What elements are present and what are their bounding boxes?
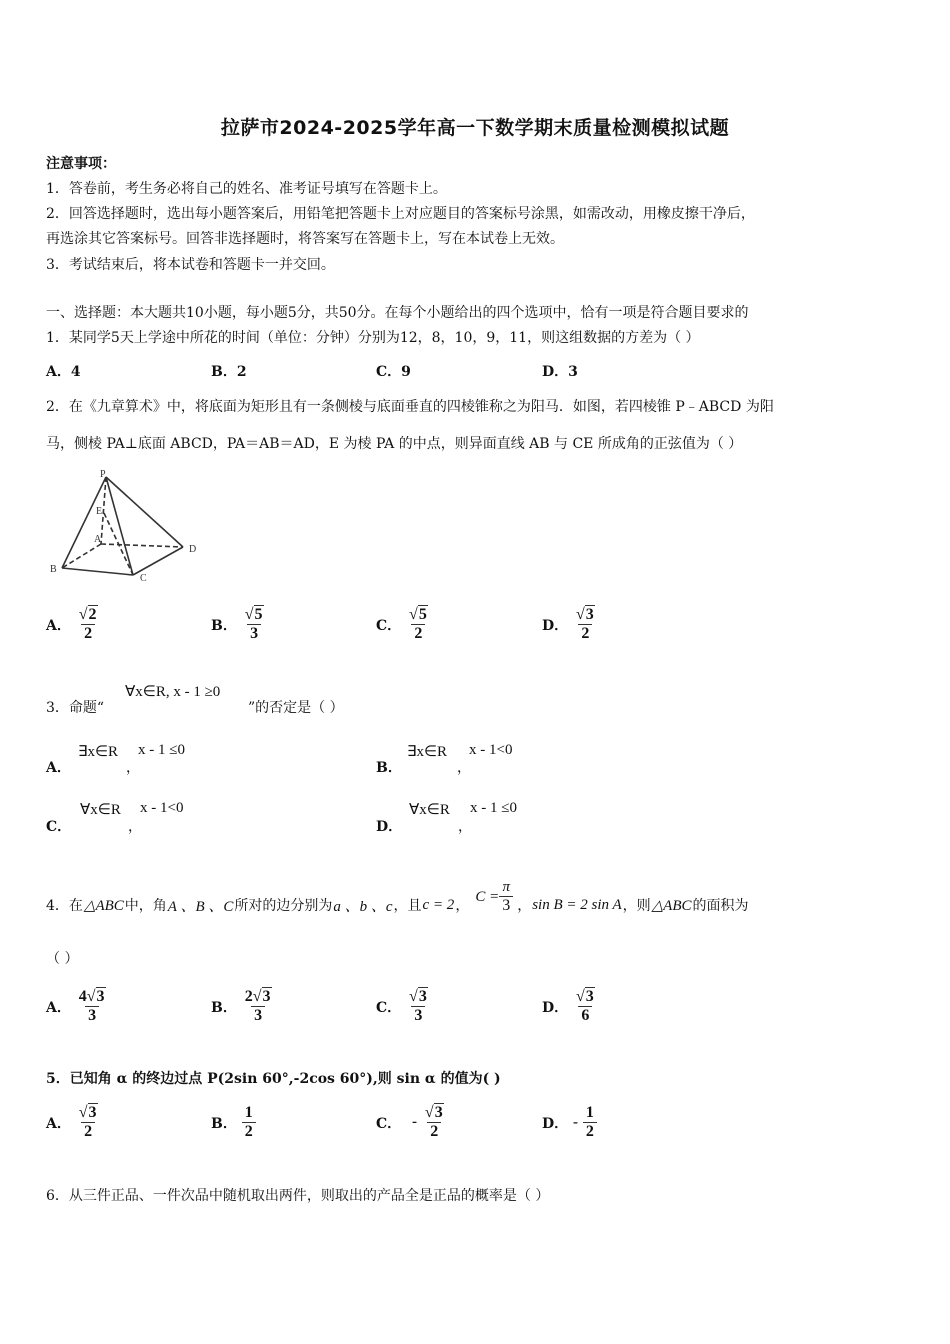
q3-option-b-ineq: x - 1<0 [469,742,513,758]
q3-option-a-ineq: x - 1 ≤0 [138,742,185,758]
q3-option-a-quantifier: ∃x∈R [78,744,119,760]
label-B: B [50,564,57,575]
q2-option-d[interactable]: D． $\frac{√3}{2}$ [542,606,594,643]
notice-item: 2．回答选择题时，选出每小题答案后，用铅笔把答题卡上对应题目的答案标号涂黑，如需改动，用橡皮擦干净后， [46,206,755,222]
q3-option-d[interactable]: D． [376,819,403,835]
notice-item: 1．答卷前，考生务必将自己的姓名、准考证号填写在答题卡上。 [46,181,447,197]
edge-AD [101,544,183,547]
edge-PC [106,477,133,575]
q3-option-b-quantifier: ∃x∈R [407,744,448,760]
q3-option-c-ineq: x - 1<0 [140,800,184,816]
edge-PD [106,477,183,547]
label-P: P [100,469,106,480]
label-A: A [94,534,102,545]
q2-stem-line1: 2．在《九章算术》中，将底面为矩形且有一条侧棱与底面垂直的四棱锥称之为阳马．如图，若四棱锥 P﹣ABCD 为阳 [46,399,774,415]
edge-CD [133,547,183,575]
q3-option-d-quantifier: ∀x∈R [409,802,450,818]
q3-option-b[interactable]: B． [376,760,402,776]
label-D: D [189,544,197,555]
q2-option-c[interactable]: C． $\frac{√5}{2}$ [376,606,427,643]
section-heading: 一、选择题：本大题共10小题，每小题5分，共50分。在每个小题给出的四个选项中，恰有一项是符合题目要求的 [46,305,749,321]
q5-option-b[interactable]: B． $\frac{1}{2}$ [211,1104,256,1142]
q5-option-c[interactable]: C． - $\frac{√3}{2}$ [376,1104,443,1141]
q6-stem: 6．从三件正品、一件次品中随机取出两件，则取出的产品全是正品的概率是（ ） [46,1188,550,1204]
q3-option-d-sep: ， [458,819,472,835]
pyramid-figure [44,468,204,586]
notice-item: 3．考试结束后，将本试卷和答题卡一并交回。 [46,257,335,273]
notice-heading: 注意事项： [46,156,116,172]
q1-option-d[interactable]: D．3 [542,364,578,380]
q3-option-c-quantifier: ∀x∈R [80,802,121,818]
q3-option-c[interactable]: C． [46,819,72,835]
q3-option-b-sep: ， [457,760,471,776]
q5-stem: 5．已知角 α 的终边过点 P(2sin 60°,-2cos 60°),则 sin α 的值为( ) [46,1071,501,1087]
q4-stem: 4．在 △ABC 中，角 A 、B 、C 所对的边分别为 a 、b 、c ，且 c = 2 ， C = $\frac{\pi}{3}$ ， sin B = 2 sin A ，则 △ABC 的面积为 [46,879,749,915]
q2-stem-line2: 马，侧棱 PA⊥底面 ABCD，PA＝AB＝AD，E 为棱 PA 的中点，则异面直线 AB 与 CE 所成角的正弦值为（ ） [46,436,743,452]
q3-option-a[interactable]: A． [46,760,71,776]
label-E: E [96,506,103,517]
q3-stem-suffix: ”的否定是（ ） [248,700,344,716]
q3-option-d-ineq: x - 1 ≤0 [470,800,517,816]
label-C: C [140,573,147,584]
q3-option-c-sep: ， [128,819,142,835]
page-title: 拉萨市2024-2025学年高一下数学期末质量检测模拟试题 [220,117,730,139]
q3-stem-prefix: 3．命题“ [46,700,105,716]
q1-option-c[interactable]: C．9 [376,364,411,380]
q4-option-b[interactable]: B． $\frac{2√3}{3}$ [211,988,271,1025]
q5-option-d[interactable]: D． - $\frac{1}{2}$ [542,1104,597,1142]
notice-item: 再选涂其它答案标号。回答非选择题时，将答案写在答题卡上，写在本试卷上无效。 [46,231,564,247]
q2-option-b[interactable]: B． $\frac{√5}{3}$ [211,606,263,643]
q2-option-a[interactable]: A． $\frac{√2}{2}$ [46,606,97,643]
q4-option-c[interactable]: C． $\frac{√3}{3}$ [376,988,427,1025]
q1-option-b[interactable]: B．2 [211,364,247,380]
q4-option-a[interactable]: A． $\frac{4√3}{3}$ [46,988,105,1025]
q4-option-d[interactable]: D． $\frac{√3}{6}$ [542,988,594,1025]
q5-option-a[interactable]: A． $\frac{√3}{2}$ [46,1104,97,1141]
q4-paren: （ ） [46,951,79,967]
q1-option-a[interactable]: A．4 [46,364,81,380]
q1-stem: 1．某同学5天上学途中所花的时间（单位：分钟）分别为12，8，10，9，11，则这组数据的方差为（ ） [46,330,700,346]
edge-BC [62,568,133,575]
q3-proposition: ∀x∈R, x - 1 ≥0 [125,684,221,700]
q3-option-a-sep: ， [126,760,140,776]
pyramid-edges [62,477,183,575]
